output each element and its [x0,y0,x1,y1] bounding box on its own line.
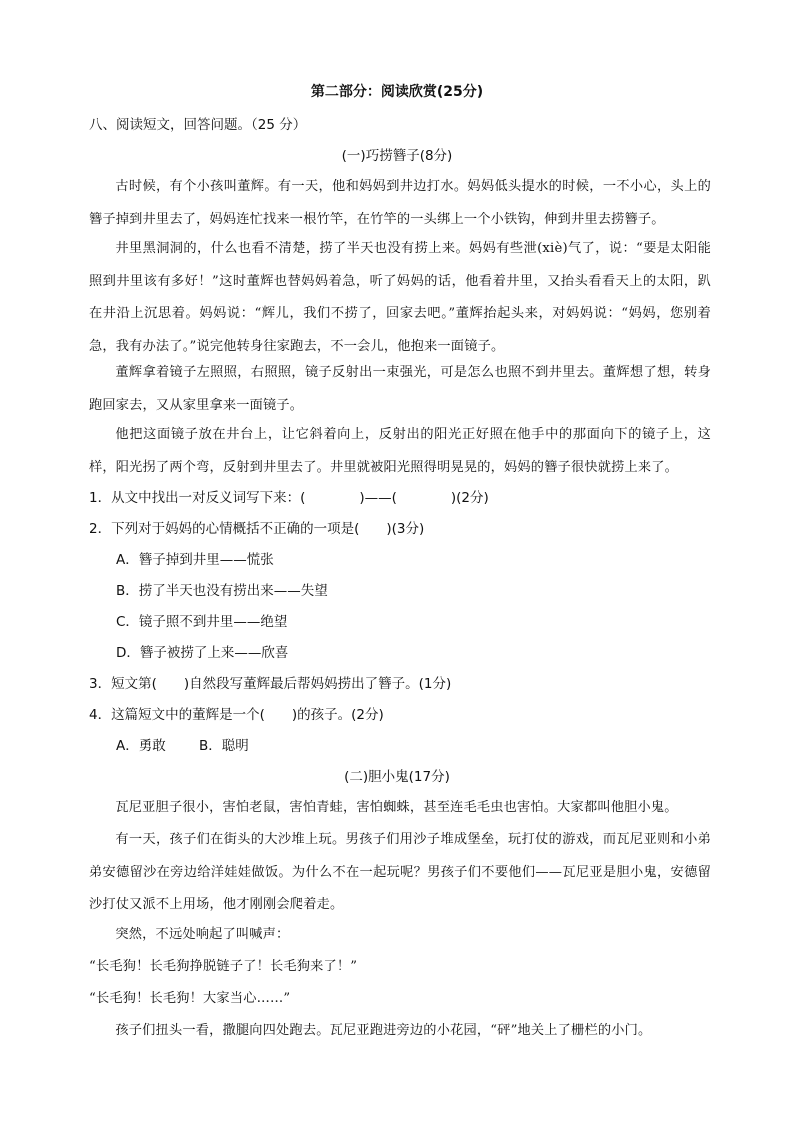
passage1-paragraph-3: 董辉拿着镜子左照照，右照照，镜子反射出一束强光，可是怎么也照不到井里去。董辉想了想，转身跑回家去，又从家里拿来一面镜子。 [89,365,711,413]
passage2-paragraph-1: 瓦尼亚胆子很小，害怕老鼠，害怕青蛙，害怕蜘蛛，甚至连毛毛虫也害怕。大家都叫他胆小鬼。 [115,800,678,815]
passage2-paragraph-5: “长毛狗！长毛狗！大家当心……” [89,991,291,1006]
question-4: 4．这篇短文中的董辉是一个( )的孩子。(2分) [89,707,384,723]
question-2-option-a: A．簪子掉到井里——慌张 [116,552,274,568]
question-4-option-a: A．勇敢 [116,738,166,754]
question-2: 2．下列对于妈妈的心情概括不正确的一项是( )(3分) [89,521,425,537]
section-heading: 八、阅读短文，回答问题。（25 分） [89,117,307,133]
passage2-paragraph-4: “长毛狗！长毛狗挣脱链子了！长毛狗来了！” [89,959,358,974]
passage1-paragraph-4: 他把这面镜子放在井台上，让它斜着向上，反射出的阳光正好照在他手中的那面向下的镜子上，这样，阳光拐了两个弯，反射到井里去了。井里就被阳光照得明晃晃的，妈妈的簪子很快就捞上来了。 [89,427,711,475]
passage2-paragraph-6: 孩子们扭头一看，撒腿向四处跑去。瓦尼亚跑进旁边的小花园，“砰”地关上了栅栏的小门。 [115,1023,652,1038]
passage1-title: (一)巧捞簪子(8分) [341,148,453,164]
passage1-paragraph-2: 井里黑洞洞的，什么也看不清楚，捞了半天也没有捞上来。妈妈有些泄(xiè)气了，说：“要是太阳能照到井里该有多好！”这时董辉也替妈妈着急，听了妈妈的话，他看着井里，又抬头看看天上的太阳，趴在井沿上沉思着。妈妈说：“辉儿，我们不捞了，回家去吧。”董辉抬起头来，对妈妈说：“妈妈，您别着急，我有办法了。”说完他转身往家跑去，不一会儿，他抱来一面镜子。 [89,241,711,354]
passage1-paragraph-1: 古时候，有个小孩叫董辉。有一天，他和妈妈到井边打水。妈妈低头提水的时候，一不小心，头上的簪子掉到井里去了，妈妈连忙找来一根竹竿，在竹竿的一头绑上一个小铁钩，伸到井里去捞簪子。 [89,179,711,227]
question-3: 3．短文第( )自然段写董辉最后帮妈妈捞出了簪子。(1分) [89,676,452,692]
question-4-option-b: B．聪明 [199,738,249,754]
passage2-title: (二)胆小鬼(17分) [344,769,450,785]
passage2-paragraph-3: 突然，不远处响起了叫喊声： [115,927,290,942]
passage2-paragraph-2: 有一天，孩子们在街头的大沙堆上玩。男孩子们用沙子堆成堡垒，玩打仗的游戏，而瓦尼亚则和小弟弟安德留沙在旁边给洋娃娃做饭。为什么不在一起玩呢？男孩子们不要他们——瓦尼亚是胆小鬼，安德留沙打仗又派不上用场，他才刚刚会爬着走。 [89,832,711,912]
question-2-option-b: B．捞了半天也没有捞出来——失望 [116,583,328,599]
question-1: 1．从文中找出一对反义词写下来：( )——( )(2分) [89,490,489,506]
part-title: 第二部分：阅读欣赏(25分) [310,84,484,100]
question-2-option-c: C．镜子照不到井里——绝望 [116,614,288,630]
question-2-option-d: D．簪子被捞了上来——欣喜 [116,645,289,661]
